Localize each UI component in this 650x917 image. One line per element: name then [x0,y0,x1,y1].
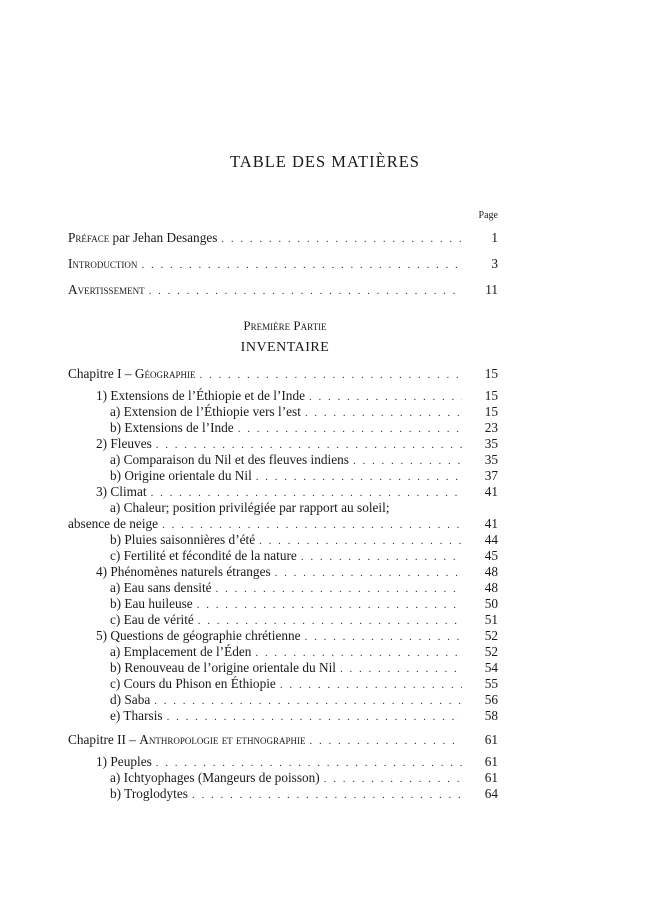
toc-entry [110,708,498,724]
entry-page-number: 56 [484,692,498,707]
toc-entry [110,404,498,420]
toc-entry [110,580,498,596]
toc-entry [96,754,498,770]
chapter-prefix: Chapitre I – [68,366,135,381]
dot-leader [353,453,462,469]
dot-leader [199,367,462,383]
entry-page-number: 58 [484,708,498,723]
entry-label: b) Renouveau de l’origine orientale du Nil [110,660,336,675]
entry-page-number: 11 [485,282,498,297]
dot-leader [149,283,462,299]
toc-entry [96,484,498,500]
dot-leader [310,733,462,749]
dot-leader [151,485,462,501]
entry-page-number: 48 [484,580,498,595]
toc-entry [110,660,498,676]
entry-page-number: 61 [484,754,498,769]
entry-label: a) Extension de l’Éthiopie vers l’est [110,404,301,419]
toc-entry [110,500,498,516]
entry-label: 2) Fleuves [96,436,152,451]
dot-leader [340,661,462,677]
dot-leader [305,629,462,645]
entry-page-number: 64 [484,786,498,801]
dot-leader [162,517,462,533]
chapter-prefix: Chapitre II – [68,732,140,747]
dot-leader [216,581,462,597]
entry-label: a) Chaleur; position privilégiée par rapport au soleil; [110,500,390,515]
entry-label: c) Cours du Phison en Éthiopie [110,676,276,691]
chapter-title: Anthropologie et ethnographie [139,732,306,747]
dot-leader [256,469,462,485]
dot-leader [275,565,462,581]
entry-label: 5) Questions de géographie chrétienne [96,628,301,643]
entry-page-number: 35 [484,436,498,451]
dot-leader [156,437,462,453]
entry-label: a) Comparaison du Nil et des fleuves indiens [110,452,349,467]
entry-page-number: 50 [484,596,498,611]
dot-leader [305,405,462,421]
dot-leader [221,231,462,247]
entry-label: Préface par Jehan Desanges [68,230,218,245]
dot-leader [301,549,462,565]
entry-page-number: 41 [484,484,498,499]
toc-entry-preface [68,230,498,246]
entry-label: a) Eau sans densité [110,580,212,595]
entry-label [68,732,306,748]
toc-entry [96,628,498,644]
entry-label: Avertissement [68,282,145,297]
entry-label: 1) Extensions de l’Éthiopie et de l’Inde [96,388,305,403]
dot-leader [309,389,462,405]
toc-entry [110,596,498,612]
toc-entry [110,420,498,436]
entry-page-number: 15 [484,388,498,403]
entry-page-number: 52 [484,628,498,643]
entry-label: c) Eau de vérité [110,612,194,627]
dot-leader [198,613,462,629]
part-label: Première Partie [243,318,327,333]
toc-chapter-entry [68,366,498,382]
part-title: INVENTAIRE [240,340,330,355]
dot-leader [280,677,462,693]
toc-entry [110,770,498,786]
entry-label: absence de neige [68,516,159,531]
toc-entry [110,692,498,708]
entry-page-number: 51 [484,612,498,627]
toc-entry [110,468,498,484]
entry-page-number: 45 [484,548,498,563]
dot-leader [192,787,462,803]
toc-entry-avertissement [68,282,498,298]
entry-page-number: 41 [484,516,498,531]
entry-label: 4) Phénomènes naturels étranges [96,564,271,579]
dot-leader [141,257,462,273]
entry-page-number: 44 [484,532,498,547]
dot-leader [197,597,462,613]
entry-page-number: 3 [491,256,498,271]
entry-label [68,366,195,382]
toc-entry [96,436,498,452]
toc-chapter-entry [68,732,498,748]
entry-page-number: 15 [484,366,498,381]
toc-title: TABLE DES MATIÈRES [230,152,420,171]
dot-leader [324,771,462,787]
entry-page-number: 48 [484,564,498,579]
toc-entry [96,388,498,404]
entry-label: a) Ichtyophages (Mangeurs de poisson) [110,770,320,785]
dot-leader [238,421,462,437]
entry-label: b) Eau huileuse [110,596,193,611]
dot-leader [167,709,462,725]
toc-entry [96,564,498,580]
toc-entry [110,786,498,802]
toc-entry [110,644,498,660]
dot-leader [259,533,462,549]
toc-entry [110,548,498,564]
entry-label: b) Origine orientale du Nil [110,468,252,483]
entry-label: Introduction [68,256,138,271]
toc-entry [110,676,498,692]
entry-label: c) Fertilité et fécondité de la nature [110,548,297,563]
dot-leader [156,755,462,771]
entry-page-number: 15 [484,404,498,419]
entry-page-number: 61 [484,770,498,785]
toc-entry [110,452,498,468]
toc-entry [110,532,498,548]
entry-page-number: 61 [484,732,498,747]
toc-entry [110,612,498,628]
chapter-title: Géographie [134,366,196,381]
entry-page-number: 37 [484,468,498,483]
entry-label: d) Saba [110,692,151,707]
entry-page-number: 1 [491,230,498,245]
dot-leader [154,693,462,709]
entry-page-number: 35 [484,452,498,467]
toc-entry [68,516,498,532]
entry-page-number: 55 [484,676,498,691]
page-column-header: Page [478,210,498,221]
entry-page-number: 23 [484,420,498,435]
entry-label: b) Extensions de l’Inde [110,420,234,435]
toc-entry-introduction [68,256,498,272]
entry-label: e) Tharsis [110,708,163,723]
dot-leader [255,645,462,661]
entry-label: b) Pluies saisonnières d’été [110,532,256,547]
entry-page-number: 52 [484,644,498,659]
entry-label: 1) Peuples [96,754,152,769]
entry-label: 3) Climat [96,484,147,499]
entry-label: a) Emplacement de l’Éden [110,644,252,659]
entry-label: b) Troglodytes [110,786,188,801]
entry-page-number: 54 [484,660,498,675]
